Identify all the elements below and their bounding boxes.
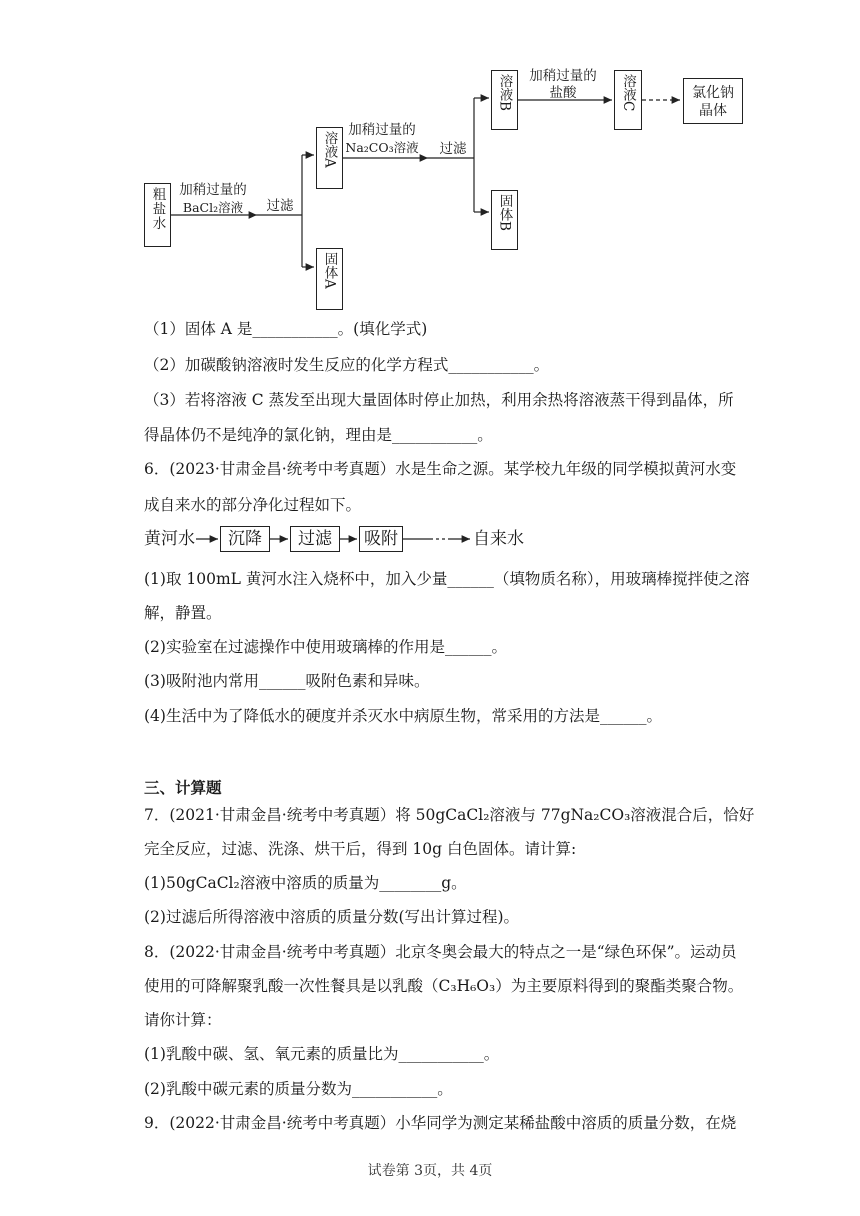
q6-part1-line2: 解，静置。 (144, 604, 222, 622)
q7-stem-line2: 完全反应，过滤、洗涤、烘干后，得到 10g 白色固体。请计算: (144, 840, 577, 858)
solid-b-label: 固体B (496, 194, 513, 231)
q8-stem-line1: 8．(2022·甘肃金昌·统考中考真题）北京冬奥会最大的特点之一是“绿色环保”。运动员 (144, 943, 737, 961)
filter2-label: 过滤 (439, 141, 467, 157)
q6-stem-line2: 成自来水的部分净化过程如下。 (144, 496, 362, 514)
add-hcl-line2: 盐酸 (549, 85, 577, 101)
diagram-connectors (0, 0, 860, 320)
add-bacl2-line1: 加稍过量的 (179, 182, 247, 198)
q5-part2: （2）加碳酸钠溶液时发生反应的化学方程式___________。 (144, 356, 550, 374)
add-hcl-line1: 加稍过量的 (529, 68, 597, 84)
q6-part1-line1: (1)取 100mL 黄河水注入烧杯中，加入少量______（填物质名称），用玻璃棒搅拌使之溶 (144, 570, 750, 588)
flow-step-adsorption: 吸附 (359, 526, 403, 552)
q7-part2: (2)过滤后所得溶液中溶质的质量分数(写出计算过程)。 (144, 908, 520, 926)
add-na2co3-label (343, 122, 421, 156)
crude-salt-water-box (144, 183, 171, 247)
solution-c-label: 溶液C (620, 74, 636, 112)
flow-step-sedimentation: 沉降 (220, 526, 270, 552)
solid-b-box (491, 190, 518, 250)
nacl-crystal-box (683, 78, 743, 124)
q8-stem-line3: 请你计算： (144, 1011, 222, 1029)
q6-part4: (4)生活中为了降低水的硬度并杀灭水中病原生物，常采用的方法是______。 (144, 707, 662, 725)
solution-c-box (614, 70, 642, 130)
solution-b-label: 溶液B (496, 74, 513, 111)
page-footer: 试卷第 3页，共 4页 (367, 1163, 493, 1179)
flow-step-filtration: 过滤 (290, 526, 340, 552)
q9-stem-line1: 9．(2022·甘肃金昌·统考中考真题）小华同学为测定某稀盐酸中溶质的质量分数，在烧 (144, 1114, 737, 1132)
q5-part1: （1）固体 A 是___________。(填化学式) (144, 320, 428, 338)
q7-part1: (1)50gCaCl₂溶液中溶质的质量为________g。 (144, 874, 467, 892)
solid-a-label: 固体A (321, 252, 338, 289)
add-na2co3-line1: 加稍过量的 (348, 122, 416, 138)
add-bacl2-line2: BaCl₂溶液 (182, 200, 244, 215)
solid-a-box (316, 248, 343, 310)
add-bacl2-label (172, 182, 254, 216)
flow-end-tap-water: 自来水 (473, 529, 524, 549)
crude-salt-water-label: 粗盐水 (149, 187, 166, 231)
section-title-calculation: 三、计算题 (144, 778, 222, 797)
q8-part1: (1)乳酸中碳、氢、氧元素的质量比为___________。 (144, 1045, 500, 1063)
q7-stem-line1: 7．(2021·甘肃金昌·统考中考真题）将 50gCaCl₂溶液与 77gNa₂CO₃溶液混合后，恰好 (144, 806, 755, 824)
flow-start-yellow-river-water: 黄河水 (144, 529, 195, 549)
filter1-label: 过滤 (266, 198, 294, 214)
q8-part2: (2)乳酸中碳元素的质量分数为___________。 (144, 1080, 453, 1098)
q5-part3-line2: 得晶体仍不是纯净的氯化钠，理由是___________。 (144, 426, 493, 444)
q6-stem-line1: 6．(2023·甘肃金昌·统考中考真题）水是生命之源。某学校九年级的同学模拟黄河水变 (144, 460, 737, 478)
add-hcl-label (522, 68, 604, 102)
q5-part3-line1: （3）若将溶液 C 蒸发至出现大量固体时停止加热，利用余热将溶液蒸干得到晶体，所 (144, 391, 734, 409)
nacl-crystal-label: 氯化钠晶体 (692, 85, 734, 119)
solution-b-box (491, 70, 518, 130)
q8-stem-line2: 使用的可降解聚乳酸一次性餐具是以乳酸（C₃H₆O₃）为主要原料得到的聚酯类聚合物。 (144, 977, 744, 995)
q6-part3: (3)吸附池内常用______吸附色素和异味。 (144, 672, 430, 690)
q6-part2: (2)实验室在过滤操作中使用玻璃棒的作用是______。 (144, 638, 507, 656)
solution-a-label: 溶液A (321, 131, 338, 168)
solution-a-box (316, 127, 343, 189)
add-na2co3-line2: Na₂CO₃溶液 (345, 140, 419, 155)
flow-arrows (0, 520, 860, 560)
